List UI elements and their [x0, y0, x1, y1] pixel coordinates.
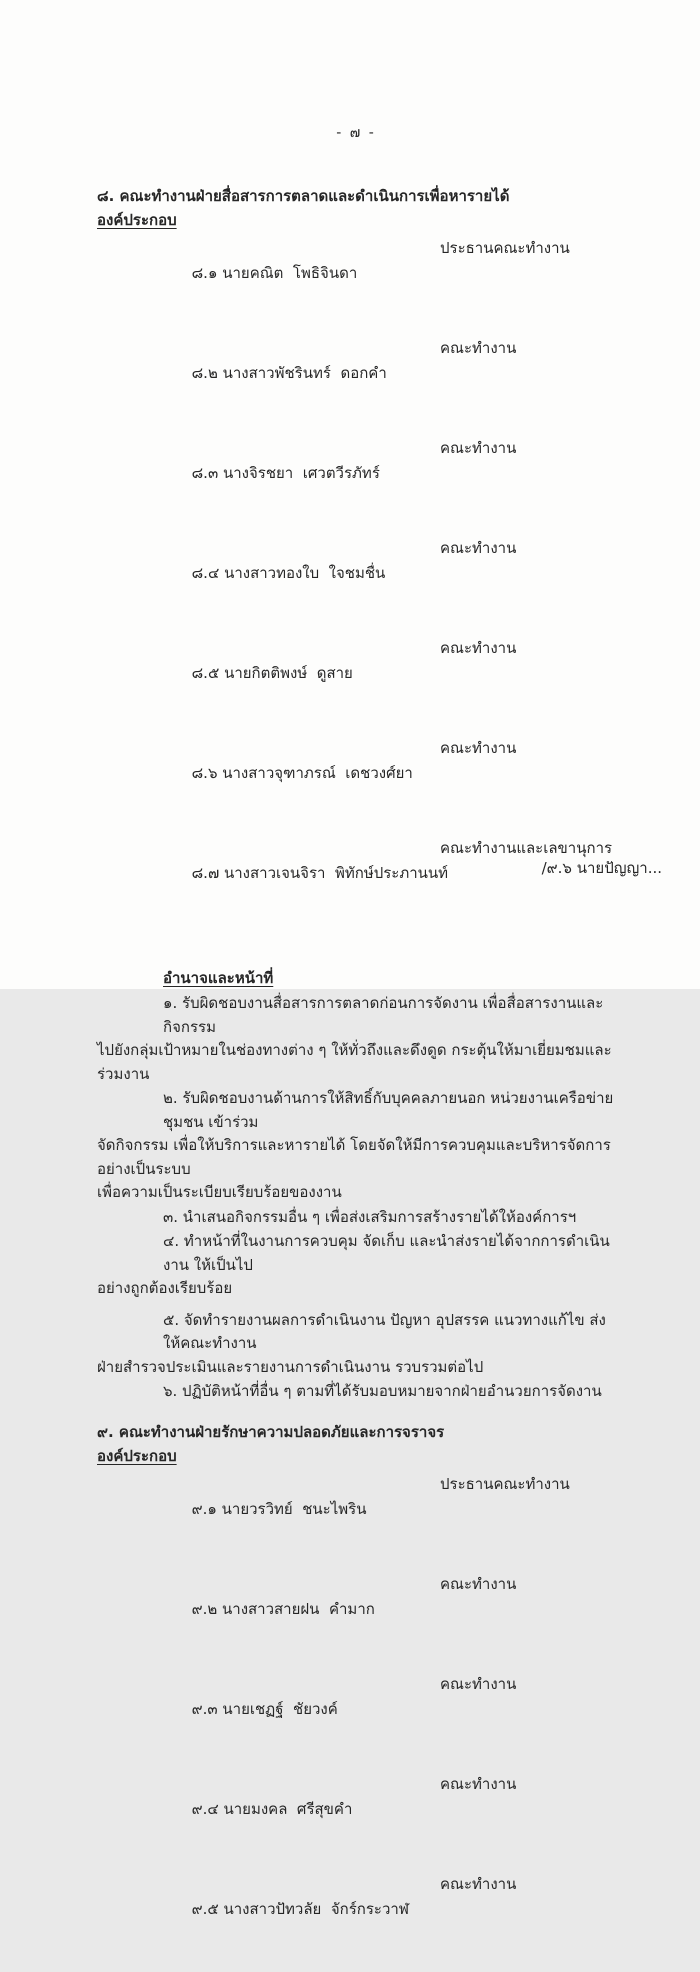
duty-line: ฝ่ายสำรวจประเมินและรายงานการดำเนินงาน รวบรวมต่อไป: [97, 1357, 484, 1376]
member-row: [97, 1672, 615, 1772]
member-name: ๙.๔ นายมงคล ศรีสุขคำ: [191, 1799, 353, 1818]
duty-paragraph: [97, 1087, 615, 1205]
duty-line: อย่างถูกต้องเรียบร้อย: [97, 1279, 233, 1297]
section-9-composition-heading: องค์ประกอบ: [97, 1446, 177, 1465]
member-role: ประธานคณะทำงาน: [440, 1474, 570, 1493]
duties-list: [97, 992, 615, 1404]
member-name: ๘.๑ นายคณิต โพธิจินดา: [191, 264, 358, 282]
member-name: ๙.๑ นายวรวิทย์ ชนะไพริน: [191, 1499, 367, 1518]
member-name: ๙.๒ นางสาวสายฝน คำมาก: [191, 1599, 375, 1618]
member-row: [97, 536, 615, 636]
duty-line: ๖. ปฏิบัติหน้าที่อื่น ๆ ตามที่ได้รับมอบหมายจากฝ่ายอำนวยการจัดงาน: [163, 1382, 602, 1400]
member-name: ๘.๓ นางจิรชยา เศวตวีรภัทร์: [191, 464, 380, 482]
section-8-composition-heading: องค์ประกอบ: [97, 211, 177, 229]
member-name: ๙.๓ นายเชฏฐ์ ชัยวงค์: [191, 1699, 338, 1718]
section-8-title: ๘. คณะทำงานฝ่ายสื่อสารการตลาดและดำเนินการเพื่อหารายได้: [97, 187, 510, 205]
duty-line: ๓. นำเสนอกิจกรรมอื่น ๆ เพื่อส่งเสริมการสร้างรายได้ให้องค์การฯ: [163, 1207, 577, 1226]
member-role: คณะทำงาน: [440, 1874, 517, 1893]
member-row: [97, 236, 615, 336]
duty-line: ๑. รับผิดชอบงานสื่อสารการตลาดก่อนการจัดงาน เพื่อสื่อสารงานและกิจกรรม: [163, 994, 604, 1036]
member-role: ประธานคณะทำงาน: [440, 239, 570, 257]
member-role: คณะทำงาน: [440, 739, 517, 757]
duty-paragraph: [97, 1206, 615, 1230]
member-row: [97, 1572, 615, 1672]
duty-line: ๔. ทำหน้าที่ในงานการควบคุม จัดเก็บ และนำส่งรายได้จากการดำเนินงาน ให้เป็นไป: [163, 1232, 610, 1274]
member-row: [97, 336, 615, 436]
duty-paragraph: [97, 1230, 615, 1301]
duty-paragraph: [97, 1309, 615, 1380]
member-name: ๘.๕ นายกิตติพงษ์ ดูสาย: [191, 664, 353, 682]
duty-line: ไปยังกลุ่มเป้าหมายในช่องทางต่าง ๆ ให้ทั่วถึงและดึงดูด กระตุ้นให้มาเยี่ยมชมและร่วมงาน: [97, 1041, 612, 1083]
member-row: [97, 736, 615, 836]
member-role: คณะทำงาน: [440, 639, 517, 657]
member-row: [97, 636, 615, 736]
member-role: คณะทำงาน: [440, 439, 517, 457]
section-8-member-list: [97, 236, 615, 936]
duty-line: ๕. จัดทำรายงานผลการดำเนินงาน ปัญหา อุปสรรค แนวทางแก้ไข ส่งให้คณะทำงาน: [163, 1310, 606, 1352]
member-row: [97, 1772, 615, 1872]
member-name: ๘.๗ นางสาวเจนจิรา พิทักษ์ประภานนท์: [191, 864, 449, 882]
member-role: คณะทำงาน: [440, 1774, 517, 1793]
duty-paragraph: [97, 1380, 615, 1404]
page-number: - ๗ -: [336, 125, 376, 141]
member-row: [97, 436, 615, 536]
duties-heading: อำนาจและหน้าที่: [163, 969, 274, 987]
duty-line: เพื่อความเป็นระเบียบเรียบร้อยของงาน: [97, 1183, 342, 1201]
duty-paragraph: [97, 992, 615, 1086]
member-role: คณะทำงาน: [440, 1674, 517, 1693]
duty-line: ๒. รับผิดชอบงานด้านการให้สิทธิ์กับบุคคลภายนอก หน่วยงานเครือข่าย ชุมชน เข้าร่วม: [163, 1089, 614, 1131]
member-row: [97, 1872, 615, 1972]
member-name: ๘.๖ นางสาวจุฑาภรณ์ เดชวงศ์ยา: [191, 764, 413, 782]
member-name: ๘.๔ นางสาวทองใบ ใจชมชื่น: [191, 564, 386, 582]
member-role: คณะทำงาน: [440, 539, 517, 557]
member-role: คณะทำงาน: [440, 1574, 517, 1593]
member-role: คณะทำงาน: [440, 339, 517, 357]
section-9-title: ๙. คณะทำงานฝ่ายรักษาความปลอดภัยและการจราจร: [97, 1422, 445, 1441]
member-role: คณะทำงานและเลขานุการ: [440, 839, 613, 857]
section-9-member-list: [97, 1472, 615, 1972]
member-row: [97, 836, 615, 936]
member-row: [97, 1472, 615, 1572]
member-name: ๙.๕ นางสาวปัทวลัย จักร์กระวาฬ: [191, 1899, 410, 1918]
duty-line: จัดกิจกรรม เพื่อให้บริการและหารายได้ โดยจัดให้มีการควบคุมและบริหารจัดการอย่างเป็นระบบ: [97, 1136, 611, 1178]
member-name: ๘.๒ นางสาวพัชรินทร์ ดอกคำ: [191, 364, 387, 382]
continuation-note: /๙.๖ นายปัญญา...: [541, 859, 662, 877]
